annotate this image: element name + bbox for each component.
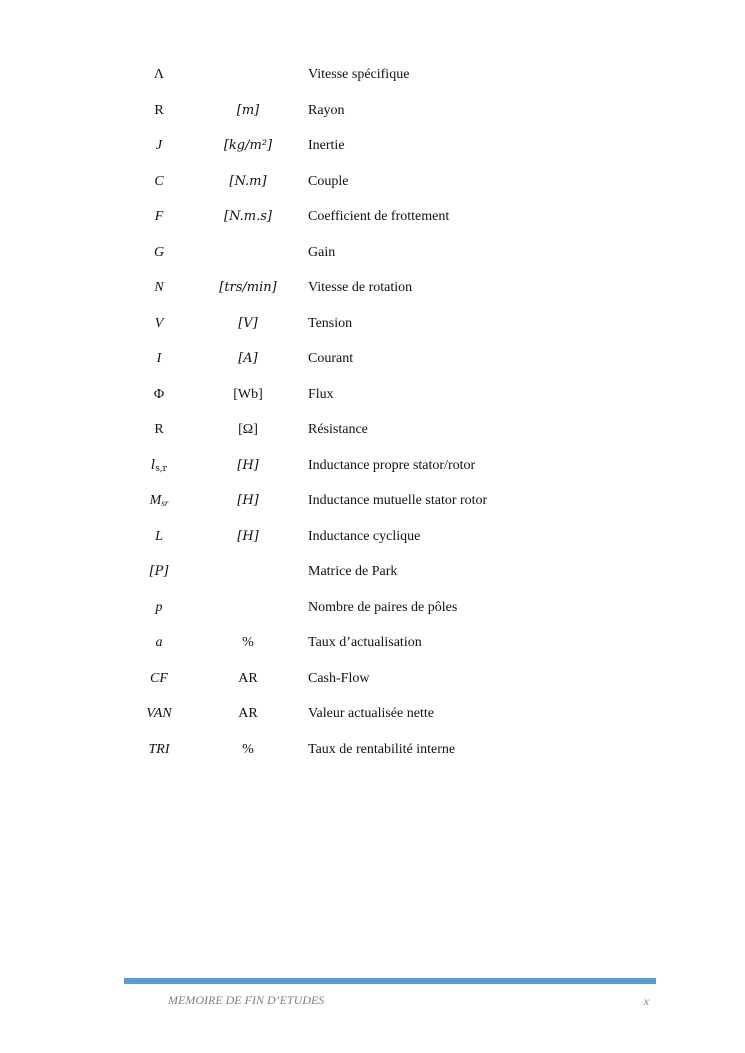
symbol-cell: J (155, 138, 163, 153)
symbol-cell: N (154, 280, 164, 295)
unit-cell: [m] (236, 102, 260, 118)
symbol-row (0, 306, 745, 342)
symbol-cell: a (155, 635, 163, 650)
symbol-row (0, 235, 745, 271)
description-cell: Nombre de paires de pôles (308, 599, 458, 615)
symbol-row (0, 554, 745, 590)
description-cell: Taux d’actualisation (308, 635, 422, 650)
symbol-row (0, 625, 745, 661)
symbol-row (0, 341, 745, 377)
symbol-cell: G (153, 244, 165, 260)
symbol-row (0, 448, 745, 484)
description-cell: Taux de rentabilité interne (308, 741, 456, 757)
symbol-row (0, 590, 745, 626)
description-cell: Inertie (308, 138, 345, 153)
unit-cell: [N.m.s] (224, 209, 272, 224)
symbol-main: M (149, 493, 162, 508)
description-cell: Cash-Flow (308, 670, 370, 686)
symbol-row (0, 199, 745, 235)
symbol-cell: R (154, 102, 164, 118)
symbol-row (0, 377, 745, 413)
symbol-subscript: s,r (155, 463, 167, 474)
symbol-row (0, 732, 745, 768)
description-cell: Résistance (308, 422, 368, 437)
symbol-cell (119, 492, 199, 512)
description-cell: Valeur actualisée nette (308, 706, 434, 721)
description-cell: Courant (308, 351, 354, 366)
symbol-cell: Λ (153, 67, 165, 82)
description-cell: Inductance mutuelle stator rotor (308, 493, 488, 508)
unit-cell: AR (238, 670, 258, 686)
footer-title: MEMOIRE DE FIN D’ETUDES (168, 993, 325, 1007)
symbol-cell: VAN (146, 706, 172, 721)
unit-cell: [H] (237, 528, 259, 544)
symbol-row (0, 696, 745, 732)
description-cell: Couple (308, 173, 349, 189)
unit-cell: [H] (237, 457, 259, 473)
page-number: x (643, 994, 649, 1008)
symbol-cell: p (155, 599, 163, 615)
unit-cell: [kg/m²] (223, 138, 273, 153)
description-cell: Inductance cyclique (308, 528, 421, 544)
description-cell: Vitesse spécifique (308, 67, 410, 82)
description-cell: Vitesse de rotation (308, 280, 413, 295)
symbol-main: l (151, 457, 156, 473)
symbol-row (0, 93, 745, 129)
symbol-cell: V (154, 315, 164, 331)
description-cell: Matrice de Park (308, 564, 398, 579)
symbol-cell: F (154, 209, 164, 224)
description-cell: Flux (308, 386, 334, 402)
symbol-cell: R (154, 422, 164, 437)
symbol-cell: TRI (148, 741, 170, 757)
symbol-cell: L (155, 528, 163, 544)
symbol-cell: Φ (153, 386, 165, 402)
unit-cell: AR (238, 706, 258, 721)
unit-cell: [N.m] (229, 173, 267, 189)
symbol-row (0, 57, 745, 93)
description-cell: Gain (308, 244, 336, 260)
symbol-row (0, 164, 745, 200)
symbol-row (0, 412, 745, 448)
unit-cell: [Wb] (233, 386, 263, 402)
symbol-cell (119, 457, 199, 478)
description-cell: Inductance propre stator/rotor (308, 457, 476, 473)
symbol-row (0, 519, 745, 555)
symbol-table (0, 57, 745, 767)
unit-cell: % (242, 741, 254, 757)
symbol-cell: CF (150, 670, 168, 686)
description-cell: Tension (308, 315, 353, 331)
unit-cell: [H] (237, 493, 259, 508)
footer-divider (124, 978, 656, 984)
symbol-row (0, 270, 745, 306)
unit-cell: [A] (238, 351, 258, 366)
unit-cell: [Ω] (238, 422, 258, 437)
unit-cell: % (242, 635, 254, 650)
unit-cell: [trs/min] (219, 280, 277, 295)
description-cell: Coefficient de frottement (308, 209, 450, 224)
unit-cell: [V] (238, 315, 258, 331)
symbol-row (0, 483, 745, 519)
symbol-cell: [P] (149, 564, 169, 579)
symbol-row (0, 128, 745, 164)
symbol-cell: I (156, 351, 162, 366)
symbol-row (0, 661, 745, 697)
symbol-cell: C (154, 173, 164, 189)
symbol-subscript: sr (161, 498, 169, 508)
description-cell: Rayon (308, 102, 345, 118)
